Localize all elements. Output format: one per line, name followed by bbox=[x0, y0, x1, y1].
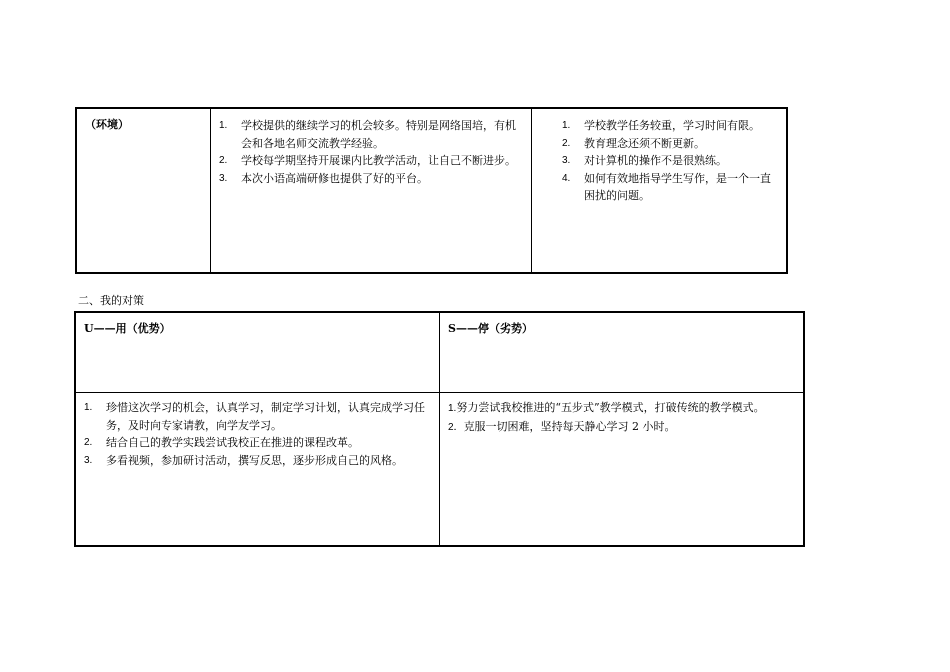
strategy-table bbox=[74, 311, 805, 547]
list-item: 4. 如何有效地指导学生写作，是一个一直困扰的问题。 bbox=[562, 171, 771, 202]
strategy-header-row bbox=[76, 313, 803, 393]
list-item: 1. 学校教学任务较重，学习时间有限。 bbox=[562, 119, 760, 132]
weaknesses-header-cell bbox=[440, 313, 803, 392]
list-item: 1. 珍惜这次学习的机会，认真学习，制定学习计划，认真完成学习任务，及时向专家请教，向学友学习。 bbox=[84, 401, 425, 432]
opportunities-list bbox=[219, 117, 523, 187]
opportunities-cell bbox=[211, 109, 532, 272]
list-item: 2. 学校每学期坚持开展课内比教学活动，让自己不断进步。 bbox=[219, 154, 516, 167]
strengths-header: U——用（优势） bbox=[84, 322, 171, 335]
list-item: 2．克服一切困难，坚持每天静心学习 2 小时。 bbox=[448, 420, 676, 433]
list-item: 3. 对计算机的操作不是很熟练。 bbox=[562, 154, 727, 167]
list-item: 3. 多看视频，参加研讨活动，撰写反思，逐步形成自己的风格。 bbox=[84, 453, 403, 467]
section-title: 二、我的对策 bbox=[78, 294, 144, 307]
list-item: 3. 本次小语高端研修也提供了好的平台。 bbox=[219, 171, 428, 185]
list-item: 2. 结合自己的教学实践尝试我校正在推进的课程改革。 bbox=[84, 436, 359, 449]
list-item: 2. 教育理念还须不断更新。 bbox=[562, 136, 705, 150]
list-item: 1.努力尝试我校推进的“五步式”教学模式，打破传统的教学模式。 bbox=[448, 401, 765, 414]
weaknesses-header: S——停（劣势） bbox=[448, 322, 533, 335]
environment-header: （环境） bbox=[85, 118, 129, 131]
strategy-content-row bbox=[76, 393, 803, 545]
strengths-cell bbox=[76, 393, 440, 545]
environment-table bbox=[75, 107, 788, 274]
environment-label-cell bbox=[77, 109, 211, 272]
weaknesses-cell bbox=[440, 393, 803, 545]
strengths-list bbox=[84, 399, 431, 469]
list-item: 1. 学校提供的继续学习的机会较多。特别是网络国培，有机会和各地名师交流教学经验。 bbox=[219, 119, 516, 150]
strengths-header-cell bbox=[76, 313, 440, 392]
threats-cell bbox=[532, 109, 786, 272]
threats-list bbox=[540, 117, 778, 205]
